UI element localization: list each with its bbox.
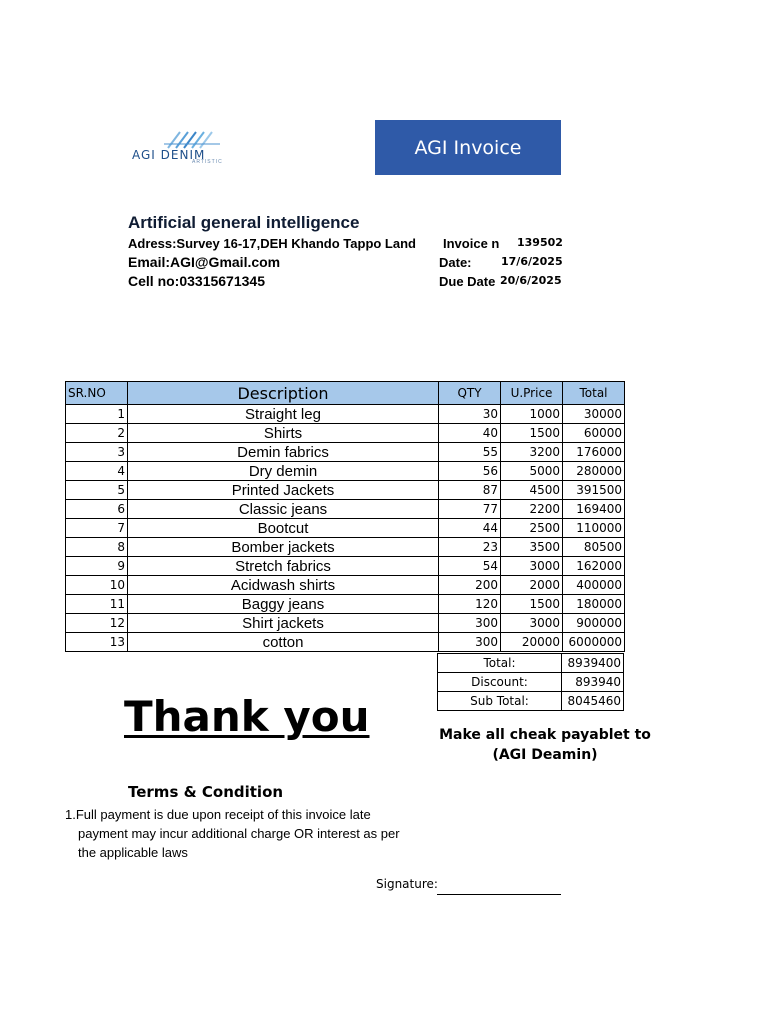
row-description: Shirts xyxy=(128,424,439,443)
table-row xyxy=(66,595,625,614)
row-qty: 54 xyxy=(439,557,501,576)
logo-tagline: ARTISTIC xyxy=(192,159,223,165)
row-srno: 3 xyxy=(66,443,128,462)
row-description: Baggy jeans xyxy=(128,595,439,614)
invoice-title-box: AGI Invoice xyxy=(375,120,561,175)
row-qty: 77 xyxy=(439,500,501,519)
row-description: Demin fabrics xyxy=(128,443,439,462)
company-cell: Cell no:03315671345 xyxy=(128,273,265,289)
due-date: 20/6/2025 xyxy=(500,274,562,287)
subtotal-label: Sub Total: xyxy=(438,692,562,711)
table-row xyxy=(66,481,625,500)
invoice-number-label: Invoice n xyxy=(443,236,500,251)
row-total: 400000 xyxy=(563,576,625,595)
discount-value: 893940 xyxy=(562,673,624,692)
company-email: Email:AGI@Gmail.com xyxy=(128,254,281,270)
row-description: Stretch fabrics xyxy=(128,557,439,576)
row-uprice: 5000 xyxy=(501,462,563,481)
row-total: 180000 xyxy=(563,595,625,614)
row-uprice: 3000 xyxy=(501,614,563,633)
invoice-date: 17/6/2025 xyxy=(501,255,563,268)
row-qty: 87 xyxy=(439,481,501,500)
terms-title: Terms & Condition xyxy=(128,783,284,801)
table-row xyxy=(66,424,625,443)
row-total: 30000 xyxy=(563,405,625,424)
row-qty: 55 xyxy=(439,443,501,462)
row-qty: 300 xyxy=(439,633,501,652)
row-total: 60000 xyxy=(563,424,625,443)
row-srno: 4 xyxy=(66,462,128,481)
table-row xyxy=(66,500,625,519)
table-row xyxy=(66,538,625,557)
row-description: Bootcut xyxy=(128,519,439,538)
table-row xyxy=(66,614,625,633)
row-total: 900000 xyxy=(563,614,625,633)
thank-you-heading: Thank you xyxy=(124,692,370,741)
table-row xyxy=(66,633,625,652)
payable-line-2: (AGI Deamin) xyxy=(492,747,598,763)
row-uprice: 2000 xyxy=(501,576,563,595)
row-description: Printed Jackets xyxy=(128,481,439,500)
row-srno: 12 xyxy=(66,614,128,633)
row-uprice: 4500 xyxy=(501,481,563,500)
row-srno: 6 xyxy=(66,500,128,519)
discount-row xyxy=(438,673,624,692)
row-description: Classic jeans xyxy=(128,500,439,519)
date-label: Date: xyxy=(439,255,472,270)
table-row xyxy=(66,519,625,538)
row-qty: 56 xyxy=(439,462,501,481)
row-qty: 23 xyxy=(439,538,501,557)
row-description: Straight leg xyxy=(128,405,439,424)
table-row xyxy=(66,443,625,462)
company-address: Adress:Survey 16-17,DEH Khando Tappo Land xyxy=(128,236,416,251)
row-uprice: 1500 xyxy=(501,595,563,614)
row-total: 280000 xyxy=(563,462,625,481)
table-row xyxy=(66,576,625,595)
signature-label: Signature: xyxy=(376,877,438,891)
row-srno: 13 xyxy=(66,633,128,652)
row-uprice: 2200 xyxy=(501,500,563,519)
row-qty: 40 xyxy=(439,424,501,443)
row-uprice: 3000 xyxy=(501,557,563,576)
company-name: Artificial general intelligence xyxy=(128,213,360,232)
total-value: 8939400 xyxy=(562,654,624,673)
row-srno: 7 xyxy=(66,519,128,538)
row-total: 169400 xyxy=(563,500,625,519)
table-header-row xyxy=(66,382,625,405)
row-qty: 300 xyxy=(439,614,501,633)
table-row xyxy=(66,405,625,424)
row-srno: 2 xyxy=(66,424,128,443)
row-description: Acidwash shirts xyxy=(128,576,439,595)
row-total: 176000 xyxy=(563,443,625,462)
header-srno: SR.NO xyxy=(66,382,128,405)
row-uprice: 3500 xyxy=(501,538,563,557)
total-label: Total: xyxy=(438,654,562,673)
signature-line[interactable] xyxy=(437,894,561,895)
row-uprice: 20000 xyxy=(501,633,563,652)
table-row xyxy=(66,462,625,481)
row-uprice: 1500 xyxy=(501,424,563,443)
header-qty: QTY xyxy=(439,382,501,405)
subtotal-value: 8045460 xyxy=(562,692,624,711)
due-date-label: Due Date xyxy=(439,274,496,289)
row-total: 6000000 xyxy=(563,633,625,652)
row-uprice: 3200 xyxy=(501,443,563,462)
row-srno: 1 xyxy=(66,405,128,424)
row-qty: 44 xyxy=(439,519,501,538)
row-uprice: 2500 xyxy=(501,519,563,538)
row-srno: 10 xyxy=(66,576,128,595)
header-total: Total xyxy=(563,382,625,405)
totals-table xyxy=(437,653,624,711)
logo-stripes-icon xyxy=(162,128,222,150)
terms-body: 1.Full payment is due upon receipt of this invoice late payment may incur additional charge OR interest as per the applicable laws xyxy=(65,807,400,860)
row-total: 391500 xyxy=(563,481,625,500)
header-uprice: U.Price xyxy=(501,382,563,405)
company-logo xyxy=(130,128,248,168)
row-qty: 30 xyxy=(439,405,501,424)
total-row xyxy=(438,654,624,673)
subtotal-row xyxy=(438,692,624,711)
row-srno: 5 xyxy=(66,481,128,500)
logo-brand-text: AGI DENIM xyxy=(132,148,206,162)
row-description: cotton xyxy=(128,633,439,652)
header-description: Description xyxy=(128,382,439,405)
invoice-number: 139502 xyxy=(517,236,563,249)
row-srno: 11 xyxy=(66,595,128,614)
payable-note xyxy=(430,725,660,765)
row-description: Bomber jackets xyxy=(128,538,439,557)
row-srno: 8 xyxy=(66,538,128,557)
row-srno: 9 xyxy=(66,557,128,576)
row-total: 162000 xyxy=(563,557,625,576)
terms-text xyxy=(65,805,415,862)
row-qty: 120 xyxy=(439,595,501,614)
row-uprice: 1000 xyxy=(501,405,563,424)
row-qty: 200 xyxy=(439,576,501,595)
row-description: Dry demin xyxy=(128,462,439,481)
table-row xyxy=(66,557,625,576)
discount-label: Discount: xyxy=(438,673,562,692)
row-description: Shirt jackets xyxy=(128,614,439,633)
items-table xyxy=(65,381,625,652)
row-total: 80500 xyxy=(563,538,625,557)
payable-line-1: Make all cheak payablet to xyxy=(439,727,651,743)
row-total: 110000 xyxy=(563,519,625,538)
